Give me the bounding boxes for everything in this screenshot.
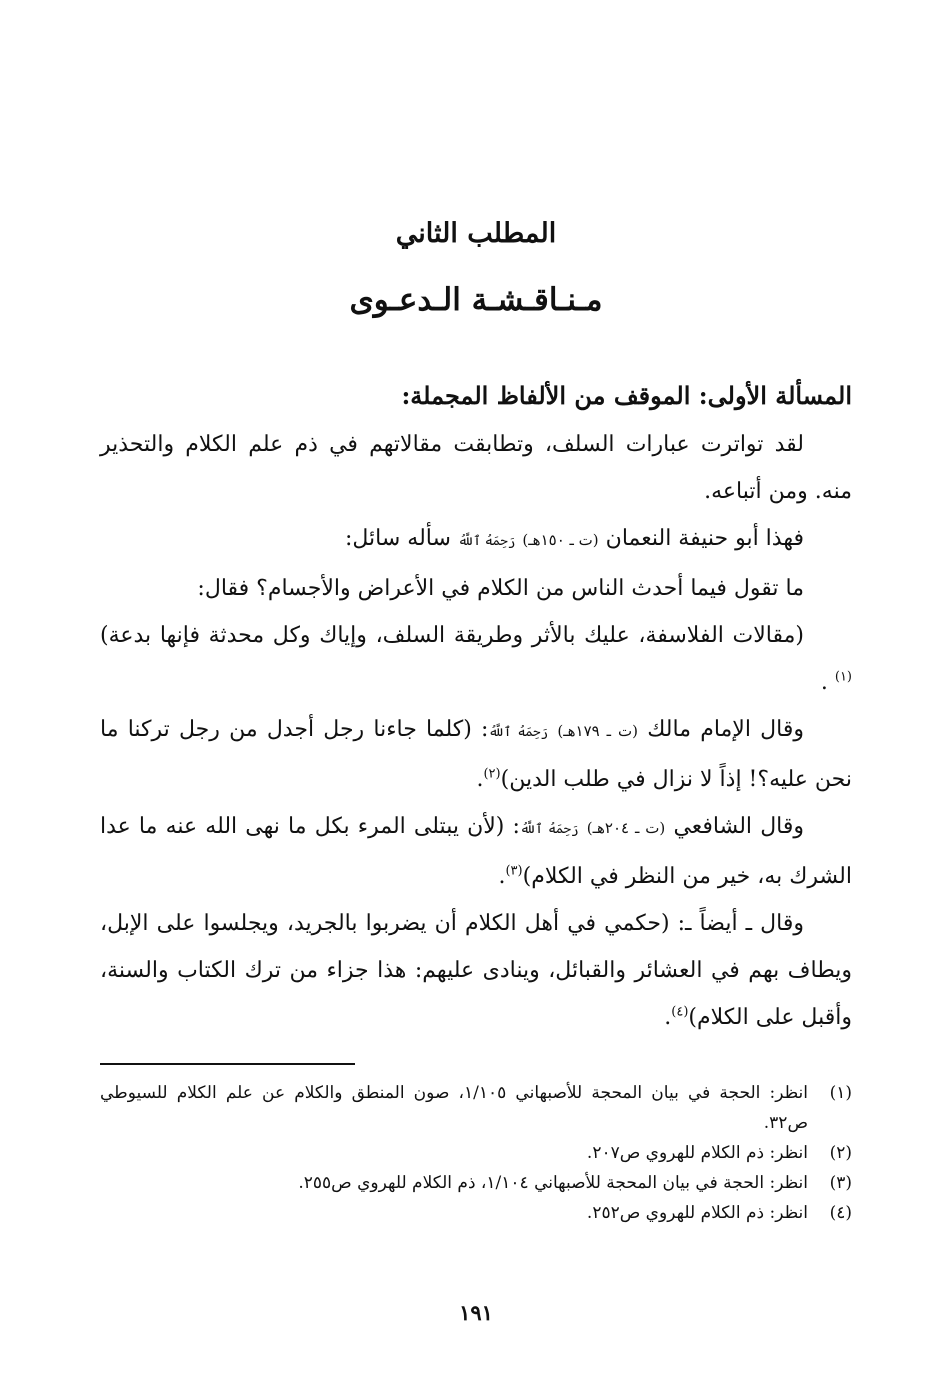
p2-end: سأله سائل: <box>344 526 451 551</box>
p7-text: وقال ـ أيضاً ـ: (حكمي في أهل الكلام أن يضربوا بالجريد، ويجلسوا على الإبل، ويطاف بهم في العشائر والقبائل، وينادى عليهم: هذا جزاء من ترك الكتاب والسنة، وأقبل على الكلام) <box>100 911 852 1030</box>
p7-end: . <box>664 1005 672 1030</box>
p4-end: . <box>820 670 828 695</box>
p6-date: (ت ـ ٢٠٤هـ) <box>586 819 666 837</box>
p2-honorific: رَحِمَهُ ٱللَّهُ <box>457 534 516 549</box>
question-heading: المسألة الأولى: الموقف من الألفاظ المجملة: <box>401 381 852 410</box>
paragraph-2 <box>100 515 852 565</box>
footnote-2 <box>100 1138 852 1168</box>
footnote-text: انظر: الحجة في بيان المحجة للأصبهاني ١/١٠٤، ذم الكلام للهروي ص٢٥٥. <box>298 1173 808 1193</box>
p2-start: فهذا أبو حنيفة النعمان <box>605 526 804 551</box>
footnote-divider <box>100 1063 355 1065</box>
footnote-text: انظر: ذم الكلام للهروي ص٢٥٢. <box>586 1203 808 1223</box>
paragraph-6 <box>100 803 852 900</box>
footnote-number: (٣) <box>829 1173 852 1193</box>
p5-start: وقال الإمام مالك <box>647 717 804 742</box>
footnote-number: (٢) <box>829 1143 852 1163</box>
footnote-ref-3[interactable]: (٣) <box>505 863 523 879</box>
footnote-number: (١) <box>829 1083 852 1103</box>
footnotes <box>100 1078 852 1228</box>
paragraph-5 <box>100 706 852 803</box>
footnote-number: (٤) <box>829 1203 852 1223</box>
paragraph-1: لقد تواترت عبارات السلف، وتطابقت مقالاتهم في ذم علم الكلام والتحذير منه. ومن أتباعه. <box>100 432 852 504</box>
footnote-text: انظر: الحجة في بيان المحجة للأصبهاني ١/١٠٥، صون المنطق والكلام عن علم الكلام للسيوطي ص٣٢. <box>100 1083 808 1133</box>
footnote-4 <box>100 1198 852 1228</box>
p2-date: (ت ـ ١٥٠هـ) <box>522 531 599 549</box>
p5-end: . <box>476 767 484 792</box>
page-number: ١٩١ <box>459 1300 493 1325</box>
paragraph-7 <box>100 900 852 1041</box>
paragraph-4 <box>100 612 852 706</box>
paragraph-3: ما تقول فيما أحدث الناس من الكلام في الأعراض والأجسام؟ فقال: <box>197 576 804 601</box>
p5-honorific: رَحِمَهُ ٱللَّهُ <box>488 725 549 740</box>
footnote-ref-4[interactable]: (٤) <box>671 1004 689 1020</box>
p6-text: : (لأن يبتلى المرء بكل ما نهى الله عنه ما عدا الشرك به، خير من النظر في الكلام) <box>100 814 852 889</box>
main-text <box>100 372 852 1041</box>
book-page <box>100 0 852 1388</box>
footnote-1 <box>100 1078 852 1138</box>
p6-start: وقال الشافعي <box>673 814 805 839</box>
footnote-ref-2[interactable]: (٢) <box>483 766 501 782</box>
footnote-text: انظر: ذم الكلام للهروي ص٢٠٧. <box>586 1143 808 1163</box>
p5-text: : (كلما جاءنا رجل أجدل من رجل تركنا ما نحن عليه؟! إذاً لا نزال في طلب الدين) <box>100 717 852 792</box>
footnote-3 <box>100 1168 852 1198</box>
p6-end: . <box>498 864 506 889</box>
section-title <box>100 372 852 421</box>
p6-honorific: رَحِمَهُ ٱللَّهُ <box>519 822 579 837</box>
p5-date: (ت ـ ١٧٩هـ) <box>557 722 639 740</box>
footnote-ref-1[interactable]: (١) <box>834 669 852 685</box>
chapter-heading: المطلب الثاني <box>395 218 557 249</box>
chapter-subheading: مـنـاقـشـة الـدعـوى <box>349 282 603 318</box>
p4-text: (مقالات الفلاسفة، عليك بالأثر وطريقة السلف، وإياك وكل محدثة فإنها بدعة) <box>100 623 804 648</box>
